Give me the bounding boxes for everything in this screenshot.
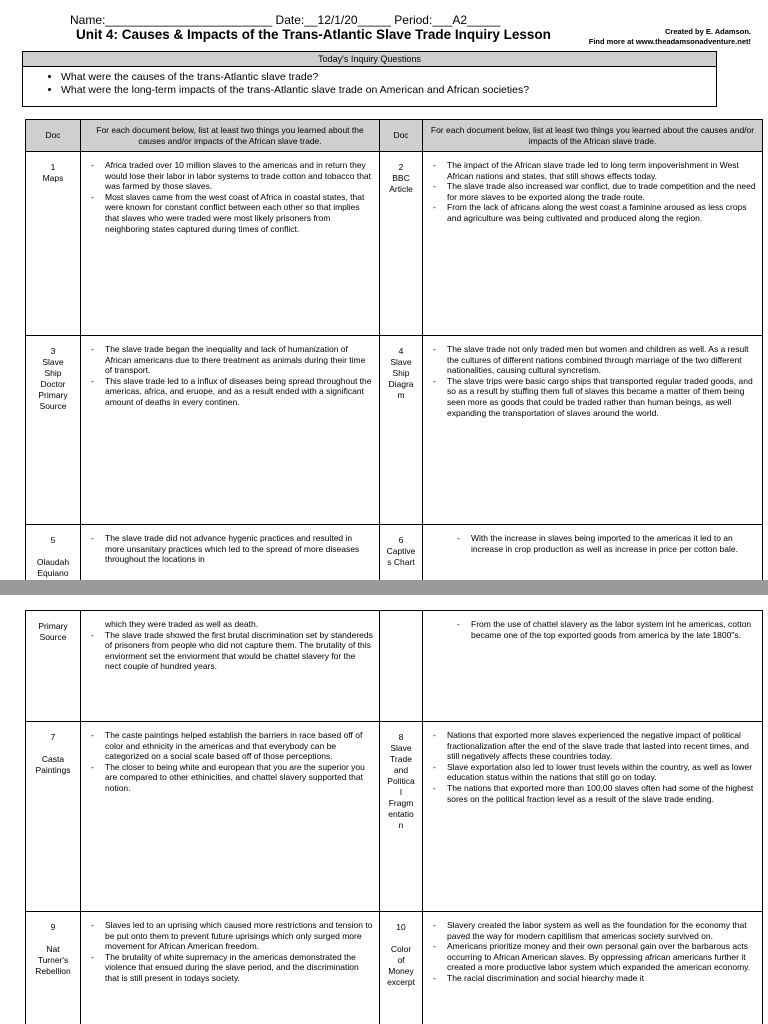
doc-label-line: Article — [389, 184, 413, 194]
notes-list — [91, 533, 373, 565]
inquiry-questions-box — [22, 51, 717, 107]
doc-label-line: Source — [39, 632, 67, 642]
doc-label-line: Trade — [390, 754, 412, 764]
note-item: - Most slaves came from the west coast of Africa in coastal states, that were known for constant conflict between each other so that implies that slaves who were traded were most likely prisoners from neighboring states captured during times of conflict. — [91, 192, 373, 234]
doc-label-line — [27, 743, 79, 754]
notes-list — [457, 619, 756, 640]
inquiry-question: • What were the long-term impacts of the trans-Atlantic slave trade on American and African societies? — [61, 84, 716, 97]
note-item: - The racial discrimination and social hiearchy made it — [433, 973, 756, 984]
doc-label — [380, 611, 423, 722]
doc-label-line: excerpt — [387, 977, 415, 987]
document-row — [26, 525, 763, 581]
document-row — [26, 336, 763, 525]
inquiry-question-list — [23, 71, 716, 97]
doc-label — [380, 722, 423, 912]
document-row — [26, 152, 763, 336]
document-notes — [81, 912, 380, 1024]
creator-credit — [589, 27, 751, 47]
document-notes — [423, 336, 763, 525]
doc-label-line: Paintings — [35, 765, 71, 775]
doc-label — [26, 611, 81, 722]
inquiry-heading: Today's Inquiry Questions — [23, 52, 716, 67]
doc-column-header: Doc — [380, 120, 423, 152]
doc-label-line: s Chart — [387, 557, 415, 567]
notes-list — [433, 730, 756, 804]
doc-label-line: 2 — [398, 162, 404, 172]
doc-label — [380, 525, 423, 581]
doc-label-line: entatio — [388, 809, 414, 819]
note-item: - The slave trade not only traded men but women and children as well. As a result the cultures of different nations combined through marriage of the two different nationalities, causing cultural syncretism. — [433, 344, 756, 376]
doc-label-line: 7 — [50, 732, 56, 742]
document-notes — [423, 611, 763, 722]
notes-list — [433, 920, 756, 984]
doc-label-line — [27, 546, 79, 557]
doc-label-line: Slave — [42, 357, 64, 367]
doc-label-line: Maps — [42, 173, 64, 183]
name-date-period-line: Name:_________________________ Date:__12/1/20_____ Period:___A2_____ — [70, 13, 501, 27]
credit-website: Find more at www.theadamsonadventure.net! — [588, 37, 751, 46]
doc-label-line: Primary — [38, 621, 68, 631]
note-item: - The closer to being white and european that you are the superior you are compared to other ethinicities, and chattel slavery supported that notion. — [91, 762, 373, 794]
note-item: - The slave trade showed the first brutal discrimination set by standereds of prisoners from people who did not capture them. The brutality of this enviorment set the enviorment that would be chattel slavery for the nect couple of hundred years. — [91, 630, 373, 672]
note-item: - Americans prioritize money and their own personal gain over the barbarous acts occurring to African American slaves. By oppressing african americans further it created a more productive labor system which expanded the american economy. — [433, 941, 756, 973]
doc-label-line — [381, 933, 421, 944]
doc-label — [380, 336, 423, 525]
doc-label-line: 4 — [398, 346, 404, 356]
document-notes — [423, 722, 763, 912]
doc-label-line: Primary — [38, 390, 68, 400]
prompt-column-header: For each document below, list at least two things you learned about the causes and/or impacts of the African slave trade. — [423, 120, 763, 152]
notes-list — [91, 920, 373, 984]
document-notes — [81, 722, 380, 912]
document-notes — [81, 525, 380, 581]
notes-continuation: which they were traded as well as death. — [105, 619, 259, 629]
doc-label-line: l — [400, 787, 402, 797]
doc-label-line: m — [397, 390, 405, 400]
notes-list — [91, 730, 373, 794]
doc-label-line: Captive — [386, 546, 416, 556]
doc-label-line: Slave — [390, 357, 412, 367]
document-table-page-1 — [25, 119, 763, 581]
document-notes — [423, 152, 763, 336]
document-notes — [81, 336, 380, 525]
note-item: - The nations that exported more than 100,00 slaves often had some of the highest sores on the political fraction level as a result of the slave trade ending. — [433, 783, 756, 804]
doc-label-line: Ship — [392, 368, 410, 378]
doc-label-line — [381, 621, 421, 632]
doc-label — [26, 912, 81, 1024]
doc-label-line: Rebellion — [35, 966, 71, 976]
doc-label — [26, 152, 81, 336]
document-table-page-2 — [25, 610, 763, 1024]
doc-label-line: Fragm — [388, 798, 414, 808]
doc-label-line: Equiano — [37, 568, 69, 578]
doc-label-line: Politica — [387, 776, 415, 786]
note-item: - From the use of chattel slavery as the labor system int he americas, cotton became one of the top exported goods from america by the late 1800"s. — [457, 619, 756, 640]
doc-label-line: BBC — [392, 173, 410, 183]
doc-label-line: Casta — [41, 754, 65, 764]
note-item: - Africa traded over 10 million slaves to the americas and in return they would lose their labor in labor systems to trade cotton and tobacco that was farmed by those slaves. — [91, 160, 373, 192]
doc-label-line: Color — [390, 944, 412, 954]
note-item: - The brutality of white supremacy in the americas demonstrated the violence that ensued during the slave period, and the discrimination that is still present in todays society. — [91, 952, 373, 984]
inquiry-question: • What were the causes of the trans-Atlantic slave trade? — [61, 71, 716, 84]
note-item: - Slavery created the labor system as well as the foundation for the economy that paved the way for modern capitilism that americas society survived on. — [433, 920, 756, 941]
document-row — [26, 611, 763, 722]
note-item: - Nations that exported more slaves experienced the negative impact of political fractionalization after the end of the slave trade that lasted into recent times, and still negatively affects these countries today. — [433, 730, 756, 762]
doc-label-line: Ship — [44, 368, 62, 378]
note-item: - With the increase in slaves being imported to the americas it led to an increase in crop production as well as increase in price per cotton bale. — [457, 533, 756, 554]
notes-list — [457, 533, 756, 554]
doc-label — [26, 525, 81, 581]
doc-label-line: Source — [39, 401, 67, 411]
doc-column-header: Doc — [26, 120, 81, 152]
worksheet-page-2 — [0, 595, 768, 1024]
doc-label-line: 6 — [398, 535, 404, 545]
notes-list — [433, 344, 756, 418]
notes-list — [91, 630, 373, 672]
document-row — [26, 912, 763, 1024]
doc-label-line: Diagra — [388, 379, 414, 389]
page-break — [0, 580, 768, 595]
notes-list — [91, 344, 373, 408]
note-item: - From the lack of africans along the west coast a faminine aroused as less crops and agriculture was being cultivated and produced along the region. — [433, 202, 756, 223]
lesson-title: Unit 4: Causes & Impacts of the Trans-Atlantic Slave Trade Inquiry Lesson — [76, 27, 551, 42]
document-notes — [423, 525, 763, 581]
note-item: - The caste paintings helped establish the barriers in race based off of color and ethnicity in the americas and that everybody can be categorized on a social scale based off of those perceptions. — [91, 730, 373, 762]
note-item: - The slave trips were basic cargo ships that transported regular traded goods, and so as a result by stuffing them full of slaves this became a matter of them being seen more as goods that could be traded rather than human beings, as well expanding the transportation of slaves around the world. — [433, 376, 756, 418]
document-row — [26, 722, 763, 912]
doc-label-line: 10 — [396, 922, 406, 932]
doc-label-line: 5 — [50, 535, 56, 545]
doc-label — [26, 722, 81, 912]
note-item: - The slave trade began the inequality and lack of humanization of African americans due to there treatment as animals during their time of transport. — [91, 344, 373, 376]
doc-label — [380, 912, 423, 1024]
note-item: - This slave trade led to a influx of diseases being spread throughout the americas, africa, and eruope, and as a result ended with a significant amount of deaths in every continen. — [91, 376, 373, 408]
doc-label-line: Money — [388, 966, 414, 976]
note-item: - The slave trade also increased war conflict, due to trade competition and the need for more slaves to be exported along the trade route. — [433, 181, 756, 202]
document-notes — [81, 152, 380, 336]
note-item: - Slave exportation also led to lower trust levels within the country, as well as lower education status within the nations that still go on today. — [433, 762, 756, 783]
table-header-row — [26, 120, 763, 152]
note-item: - Slaves led to an uprising which caused more restrictions and tension to be put onto them to prevent future uprisings which only surged more movement for African American freedom. — [91, 920, 373, 952]
doc-label-line: Doctor — [40, 379, 66, 389]
doc-label-line: 3 — [50, 346, 56, 356]
doc-label-line: 9 — [50, 922, 56, 932]
doc-label — [380, 152, 423, 336]
doc-label-line: 8 — [398, 732, 404, 742]
doc-label-line — [27, 933, 79, 944]
doc-label-line: Nat — [46, 944, 60, 954]
note-item: - The impact of the African slave trade led to long term impoverishment in West African nations and states, that still shows effects today. — [433, 160, 756, 181]
doc-label — [26, 336, 81, 525]
doc-label-line: Olaudah — [36, 557, 70, 567]
prompt-column-header: For each document below, list at least two things you learned about the causes and/or impacts of the African slave trade. — [81, 120, 380, 152]
doc-label-line: of — [397, 955, 405, 965]
document-notes — [81, 611, 380, 722]
note-item: - The slave trade did not advance hygenic practices and resulted in more unsanitary practices which led to the spread of more diseases throughout the locations in — [91, 533, 373, 565]
doc-label-line: and — [393, 765, 409, 775]
doc-label-line: 1 — [50, 162, 56, 172]
doc-label-line: Turner's — [37, 955, 69, 965]
doc-label-line: Slave — [390, 743, 412, 753]
document-notes — [423, 912, 763, 1024]
doc-label-line: n — [398, 820, 404, 830]
credit-author: Created by E. Adamson. — [665, 27, 751, 36]
notes-list — [91, 160, 373, 234]
notes-list — [433, 160, 756, 224]
